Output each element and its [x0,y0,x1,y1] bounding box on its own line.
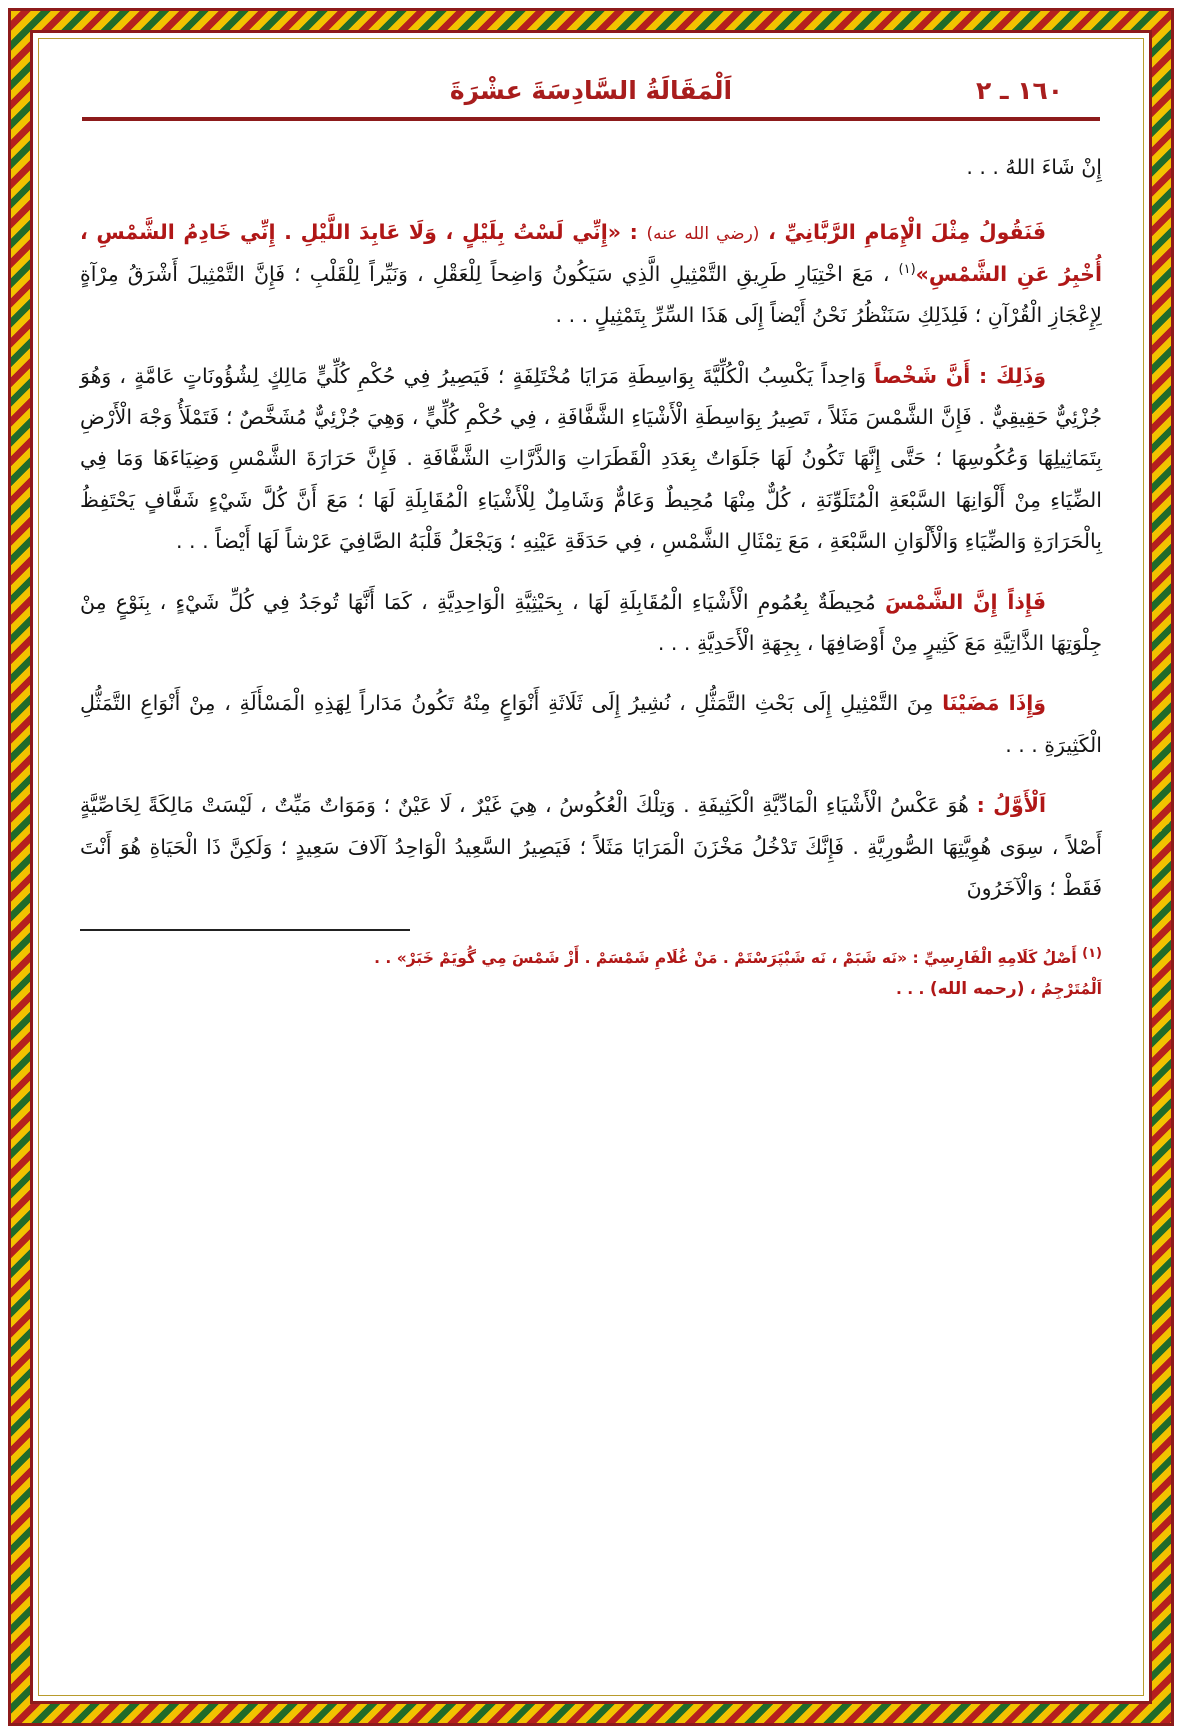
paragraph-continuation [80,147,1102,188]
paragraph-1-rest: ، مَعَ اخْتِيَارِ طَرِيقِ التَّمْثِيلِ الَّذِي سَيَكُونُ وَاضِحاً لِلْعَقْلِ ، وَنَيِّراً لِلْقَلْبِ ؛ فَإِنَّ التَّمْثِيلَ أَشْرَقُ مِرْآةٍ لِإِعْجَازِ الْقُرْآنِ ؛ فَلِذَلِكِ سَنَنْظُرُ نَحْنُ أَيْضاً إِلَى هَذَا السِّرِّ بِتَمْثِيلٍ . . . [80,261,1102,328]
paragraph-1-lead: فَنَقُولُ مِثْلَ الْإِمَامِ الرَّبَّانِيِّ ، [759,220,1047,245]
paragraph-3 [80,582,1102,665]
footnote-signature-tail: . . . [895,979,930,998]
page-header [80,72,1102,105]
paragraph-2 [80,356,1102,563]
paragraph-5-rest: هُوَ عَكْسُ الْأَشْيَاءِ الْمَادِّيَّةِ الْكَثِيفَةِ . وَتِلْكَ الْعُكُوسُ ، هِيَ غَيْرٌ ، لَا عَيْنٌ ؛ وَمَوَاتٌ مَيِّتٌ ، لَيْسَتْ مَالِكَةً لِخَاصِّيَّةٍ أَصْلاً ، سِوَى هُوِيَّتِهَا الصُّورِيَّةِ . فَإِنَّكَ تَدْخُلُ مَخْزَنَ الْمَرَايَا مَثَلاً ؛ فَيَصِيرُ السَّعِيدُ الْوَاحِدُ آلَافَ سَعِيدٍ ؛ وَلَكِنَّ ذَا الْحَيَاةِ هُوَ أَنْتَ فَقَطْ ؛ وَالْآخَرُونَ [80,793,1102,901]
page-number: ١٦٠ ـ ٢ [976,76,1063,105]
paragraph-2-rest: وَاحِداً يَكْسِبُ الْكُلِّيَّةَ بِوَاسِطَةِ مَرَايَا مُخْتَلِفَةٍ ؛ فَيَصِيرُ فِي حُكْمِ كُلِّيٍّ مَالِكٍ لِشُؤُونَاتٍ عَامَّةٍ ، وَهُوَ جُزْئِيٌّ حَقِيقِيٌّ . فَإِنَّ الشَّمْسَ مَثَلاً ، تَصِيرُ بِوَاسِطَةِ الْأَشْيَاءِ الشَّفَّافَةِ ، فِي حُكْمِ كُلِّيٍّ ، وَهِيَ جُزْئِيٌّ مُشَخَّصٌ ؛ فَتَمْلَأُ وَجْهَ الْأَرْضِ بِتَمَاثِيلِهَا وَعُكُوسِهَا ؛ حَتَّى إِنَّهَا تَكُونُ لَهَا جَلَوَاتٌ بِعَدَدِ الْقَطَرَاتِ وَالذَّرَّاتِ الشَّفَّافَةِ . فَإِنَّ حَرَارَةَ الشَّمْسِ وَضِيَاءَهَا وَمَا فِي الضِّيَاءِ مِنْ أَلْوَانِهَا السَّبْعَةِ الْمُتَلَوِّنَةِ ، كُلٌّ مِنْهَا مُحِيطٌ وَعَامٌّ وَشَامِلٌ لِلْأَشْيَاءِ الْمُقَابِلَةِ لَهَا ؛ مَعَ أَنَّ كُلَّ شَيْءٍ شَفَّافٍ يَحْتَفِظُ بِالْحَرَارَةِ وَالضِّيَاءِ وَالْأَلْوَانِ السَّبْعَةِ ، مَعَ تِمْثَالِ الشَّمْسِ ، فِي حَدَقَةِ عَيْنِهِ ؛ وَيَجْعَلُ قَلْبَهُ الصَّافِيَ عَرْشاً لَهَا أَيْضاً . . . [80,363,1102,554]
paragraph-4-lead: وَإِذَا مَضَيْنَا [942,691,1046,716]
footnote-section [80,941,1102,1007]
paragraph-3-rest: مُحِيطَةٌ بِعُمُومِ الْأَشْيَاءِ الْمُقَابِلَةِ لَهَا ، بِحَيْثِيَّةِ الْوَاحِدِيَّةِ ، كَمَا أَنَّهَا تُوجَدُ فِي كُلِّ شَيْءٍ ، بِنَوْعٍ مِنْ جِلْوَتِهَا الذَّاتِيَّةِ مَعَ كَثِيرٍ مِنْ أَوْصَافِهَا ، بِجِهَةِ الْأَحَدِيَّةِ . . . [80,589,1102,656]
footnote-1 [80,941,1102,1007]
header-divider [82,117,1100,121]
footnote-honorific-icon: (رحمه الله) [929,978,1025,999]
page-content [46,46,1136,1688]
paragraph-2-lead: وَذَلِكَ : أَنَّ شَخْصاً [874,363,1046,388]
paragraph-1-quote: : «إِنِّي لَسْتُ بِلَيْلٍ ، وَلَا عَابِدَ اللَّيْلِ . إِنِّي خَادِمُ الشَّمْسِ ، أُخْبِرُ عَنِ الشَّمْسِ» [80,220,1102,286]
paragraph-5-lead: اَلْأَوَّلُ : [976,793,1046,818]
paragraph-4-rest: مِنَ التَّمْثِيلِ إِلَى بَحْثِ التَّمَثُّلِ ، نُشِيرُ إِلَى ثَلَاثَةِ أَنْوَاعٍ مِنْهُ تَكُونُ مَدَاراً لِهَذِهِ الْمَسْأَلَةِ ، مِنْ أَنْوَاعِ التَّمَثُّلِ الْكَثِيرَةِ . . . [80,691,1102,757]
footnote-number: (١) [1082,945,1102,961]
paragraph-1 [80,212,1102,336]
continuation-text: إِنْ شَاءَ اللهُ . . . [966,155,1102,179]
footnote-text: أَصْلُ كَلَامِهِ الْفَارِسِيِّ : «نَه شَبَمْ ، نَه شَبْپَرَسْتَمْ . مَنْ غُلَامِ شَمْسَمْ . أَزْ شَمْسَ مِي گُويَمْ خَبَرْ» . . [374,948,1083,967]
footnote-signature-line [80,973,1102,1006]
paragraph-5 [80,785,1102,909]
footnote-marker-ref: (١) [898,261,916,277]
page-title: اَلْمَقَالَةُ السَّادِسَةَ عشْرَةَ [449,76,733,105]
footnote-divider [80,929,410,931]
paragraph-3-lead: فَإِذاً إِنَّ الشَّمْسَ [884,589,1047,614]
paragraph-4 [80,683,1102,766]
honorific-mark-icon: (رضي الله عنه) [646,224,760,245]
body-text [80,147,1102,910]
footnote-signature: اَلْمُتَرْجِمُ ، [1024,979,1102,998]
